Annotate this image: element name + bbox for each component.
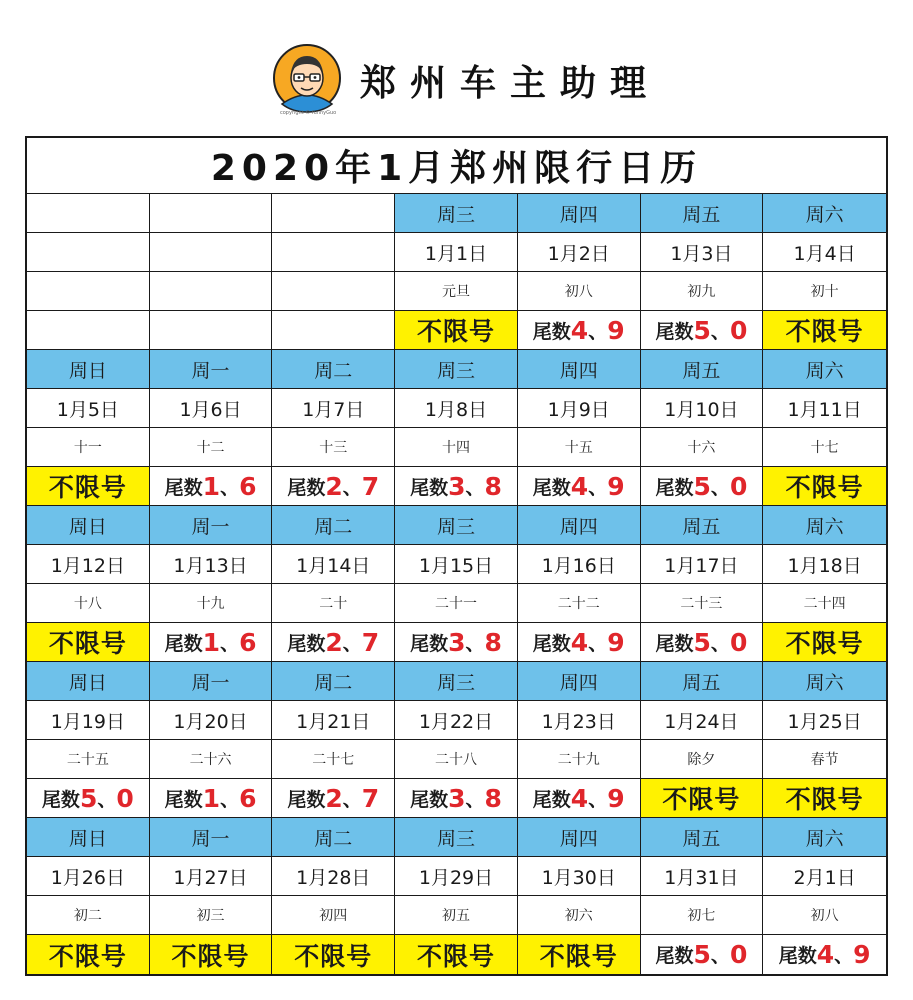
plate-digit: 9 [607, 627, 625, 657]
weekday-header-cell: 周日 [27, 350, 150, 389]
plate-digit: 9 [607, 783, 625, 813]
avatar-logo-icon [272, 42, 342, 114]
plate-digit: 9 [607, 471, 625, 501]
plate-restriction-cell [518, 623, 641, 662]
lunar-date-cell: 初四 [272, 896, 395, 935]
plate-label: 、 [834, 945, 854, 967]
empty-cell [27, 194, 150, 233]
plate-restriction-cell [518, 779, 641, 818]
plate-digit: 0 [729, 940, 748, 969]
plate-digit: 0 [729, 627, 748, 657]
no-restriction-cell: 不限号 [395, 935, 518, 974]
date-cell: 1月19日 [27, 701, 150, 740]
empty-cell [150, 311, 273, 350]
plate-digit: 8 [484, 471, 502, 501]
date-cell: 1月5日 [27, 389, 150, 428]
weekday-header-cell: 周二 [272, 662, 395, 701]
plate-label: 尾数 [164, 476, 203, 499]
plate-label: 尾数 [532, 320, 571, 343]
no-restriction-cell: 不限号 [150, 935, 273, 974]
plate-digit: 1 [202, 783, 221, 813]
lunar-date-cell: 十三 [272, 428, 395, 467]
plate-digit: 6 [239, 783, 257, 813]
plate-label: 、 [97, 788, 117, 811]
plate-digit: 1 [202, 471, 221, 501]
date-cell: 1月6日 [150, 389, 273, 428]
plate-digit: 7 [361, 627, 380, 657]
date-cell: 1月17日 [641, 545, 764, 584]
plate-label: 、 [465, 632, 485, 655]
plate-label: 尾数 [164, 632, 203, 655]
plate-digit: 4 [816, 940, 835, 969]
lunar-date-cell: 二十二 [518, 584, 641, 623]
brand-name: 郑州车主助理 [360, 63, 661, 104]
plate-label: 尾数 [287, 788, 326, 811]
plate-digit: 2 [325, 627, 343, 657]
weekday-header-cell: 周三 [395, 818, 518, 857]
plate-digit: 6 [239, 471, 257, 501]
plate-label: 、 [465, 788, 485, 811]
no-restriction-cell: 不限号 [763, 467, 886, 506]
date-cell: 1月16日 [518, 545, 641, 584]
plate-label: 、 [588, 632, 608, 655]
weekday-header-cell: 周六 [763, 818, 886, 857]
plate-restriction-cell [763, 935, 886, 974]
weekday-header-cell: 周四 [518, 194, 641, 233]
weekday-header-cell: 周三 [395, 662, 518, 701]
lunar-date-cell: 二十一 [395, 584, 518, 623]
no-restriction-cell: 不限号 [763, 623, 886, 662]
lunar-date-cell: 十六 [641, 428, 764, 467]
no-restriction-cell: 不限号 [27, 935, 150, 974]
plate-restriction-cell [395, 779, 518, 818]
no-restriction-cell: 不限号 [395, 311, 518, 350]
plate-label: 尾数 [410, 476, 449, 499]
plate-label: 尾数 [655, 476, 694, 499]
plate-digit: 9 [853, 940, 871, 969]
weekday-header-cell: 周二 [272, 350, 395, 389]
weekday-header-cell: 周五 [641, 350, 764, 389]
date-cell: 1月10日 [641, 389, 764, 428]
weekday-header-cell: 周四 [518, 350, 641, 389]
lunar-date-cell: 十一 [27, 428, 150, 467]
empty-cell [272, 272, 395, 311]
date-cell: 1月13日 [150, 545, 273, 584]
plate-restriction-cell [395, 467, 518, 506]
lunar-date-cell: 二十五 [27, 740, 150, 779]
plate-label: 尾数 [532, 632, 571, 655]
plate-label: 、 [588, 320, 608, 343]
plate-digit: 0 [116, 783, 134, 813]
lunar-date-cell: 初七 [641, 896, 764, 935]
lunar-date-cell: 二十七 [272, 740, 395, 779]
plate-digit: 0 [729, 471, 748, 501]
weekday-header-cell: 周四 [518, 506, 641, 545]
plate-digit: 6 [239, 627, 257, 657]
lunar-date-cell: 二十八 [395, 740, 518, 779]
plate-digit: 4 [570, 783, 589, 813]
plate-label: 、 [342, 632, 362, 655]
lunar-date-cell: 初二 [27, 896, 150, 935]
date-cell: 2月1日 [763, 857, 886, 896]
plate-restriction-cell [150, 779, 273, 818]
empty-cell [150, 233, 273, 272]
plate-restriction-cell [150, 623, 273, 662]
plate-label: 尾数 [778, 945, 817, 967]
lunar-date-cell: 十七 [763, 428, 886, 467]
weekday-header-cell: 周五 [641, 662, 764, 701]
empty-cell [27, 233, 150, 272]
plate-label: 尾数 [532, 788, 571, 811]
plate-label: 、 [220, 476, 240, 499]
date-cell: 1月25日 [763, 701, 886, 740]
plate-restriction-cell [272, 467, 395, 506]
plate-label: 、 [342, 476, 362, 499]
weekday-header-cell: 周二 [272, 818, 395, 857]
plate-digit: 4 [570, 315, 589, 345]
plate-digit: 7 [361, 783, 380, 813]
plate-digit: 3 [448, 471, 466, 501]
date-cell: 1月23日 [518, 701, 641, 740]
lunar-date-cell: 十四 [395, 428, 518, 467]
plate-restriction-cell [641, 623, 764, 662]
lunar-date-cell: 元旦 [395, 272, 518, 311]
plate-digit: 8 [484, 783, 502, 813]
plate-digit: 5 [693, 315, 711, 345]
plate-label: 、 [710, 945, 730, 967]
plate-label: 尾数 [410, 788, 449, 811]
weekday-header-cell: 周六 [763, 662, 886, 701]
plate-digit: 3 [448, 627, 466, 657]
calendar-title-row [27, 138, 886, 194]
no-restriction-cell: 不限号 [272, 935, 395, 974]
plate-label: 尾数 [655, 945, 694, 967]
lunar-date-cell: 二十九 [518, 740, 641, 779]
plate-label: 、 [220, 788, 240, 811]
empty-cell [272, 194, 395, 233]
plate-label: 、 [710, 476, 730, 499]
date-cell: 1月20日 [150, 701, 273, 740]
empty-cell [272, 233, 395, 272]
no-restriction-cell: 不限号 [641, 779, 764, 818]
copyright-text: copyright © funnyGuo [280, 110, 337, 116]
date-cell: 1月18日 [763, 545, 886, 584]
plate-restriction-cell [272, 623, 395, 662]
empty-cell [27, 311, 150, 350]
plate-digit: 7 [361, 471, 380, 501]
plate-digit: 2 [325, 783, 343, 813]
plate-restriction-cell [518, 467, 641, 506]
plate-digit: 2 [325, 471, 343, 501]
date-cell: 1月30日 [518, 857, 641, 896]
plate-digit: 5 [693, 471, 711, 501]
lunar-date-cell: 十八 [27, 584, 150, 623]
no-restriction-cell: 不限号 [763, 779, 886, 818]
date-cell: 1月11日 [763, 389, 886, 428]
plate-restriction-cell [272, 779, 395, 818]
weekday-header-cell: 周三 [395, 350, 518, 389]
plate-label: 、 [465, 476, 485, 499]
date-cell: 1月3日 [641, 233, 764, 272]
plate-restriction-cell [150, 467, 273, 506]
date-cell: 1月4日 [763, 233, 886, 272]
date-cell: 1月8日 [395, 389, 518, 428]
date-cell: 1月2日 [518, 233, 641, 272]
plate-label: 尾数 [287, 476, 326, 499]
plate-label: 尾数 [655, 320, 694, 343]
weekday-header-cell: 周日 [27, 506, 150, 545]
plate-restriction-cell [518, 311, 641, 350]
weekday-header-cell: 周四 [518, 662, 641, 701]
no-restriction-cell: 不限号 [763, 311, 886, 350]
date-cell: 1月21日 [272, 701, 395, 740]
weekday-header-cell: 周六 [763, 194, 886, 233]
weekday-header-cell: 周六 [763, 350, 886, 389]
weekday-header-cell: 周一 [150, 350, 273, 389]
date-cell: 1月26日 [27, 857, 150, 896]
lunar-date-cell: 初八 [518, 272, 641, 311]
plate-digit: 5 [693, 940, 711, 969]
lunar-date-cell: 初五 [395, 896, 518, 935]
plate-label: 尾数 [410, 632, 449, 655]
weekday-header-cell: 周五 [641, 506, 764, 545]
lunar-date-cell: 二十三 [641, 584, 764, 623]
plate-restriction-cell [641, 935, 764, 974]
header [0, 0, 913, 125]
plate-label: 尾数 [532, 476, 571, 499]
empty-cell [150, 194, 273, 233]
lunar-date-cell: 除夕 [641, 740, 764, 779]
weekday-header-cell: 周一 [150, 818, 273, 857]
weekday-header-cell: 周五 [641, 194, 764, 233]
weekday-header-cell: 周六 [763, 506, 886, 545]
weekday-header-cell: 周四 [518, 818, 641, 857]
calendar-title: 2020年1月郑州限行日历 [210, 148, 703, 189]
date-cell: 1月9日 [518, 389, 641, 428]
date-cell: 1月14日 [272, 545, 395, 584]
lunar-date-cell: 初十 [763, 272, 886, 311]
date-cell: 1月22日 [395, 701, 518, 740]
date-cell: 1月15日 [395, 545, 518, 584]
weekday-header-cell: 周二 [272, 506, 395, 545]
plate-label: 、 [342, 788, 362, 811]
weekday-header-cell: 周三 [395, 506, 518, 545]
date-cell: 1月29日 [395, 857, 518, 896]
plate-digit: 5 [79, 783, 98, 813]
plate-label: 尾数 [655, 632, 694, 655]
empty-cell [27, 272, 150, 311]
plate-restriction-cell [27, 779, 150, 818]
lunar-date-cell: 初三 [150, 896, 273, 935]
weekday-header-cell: 周三 [395, 194, 518, 233]
weekday-header-cell: 周日 [27, 818, 150, 857]
plate-digit: 1 [202, 627, 221, 657]
lunar-date-cell: 初六 [518, 896, 641, 935]
date-cell: 1月12日 [27, 545, 150, 584]
lunar-date-cell: 春节 [763, 740, 886, 779]
plate-label: 尾数 [164, 788, 203, 811]
lunar-date-cell: 初八 [763, 896, 886, 935]
plate-digit: 5 [693, 627, 711, 657]
plate-digit: 9 [607, 315, 625, 345]
date-cell: 1月24日 [641, 701, 764, 740]
weekday-header-cell: 周一 [150, 506, 273, 545]
plate-label: 、 [220, 632, 240, 655]
no-restriction-cell: 不限号 [27, 467, 150, 506]
plate-label: 、 [588, 788, 608, 811]
lunar-date-cell: 十五 [518, 428, 641, 467]
plate-digit: 4 [570, 627, 589, 657]
date-cell: 1月27日 [150, 857, 273, 896]
plate-label: 、 [710, 632, 730, 655]
calendar-table [25, 136, 888, 976]
plate-restriction-cell [395, 623, 518, 662]
plate-digit: 4 [570, 471, 589, 501]
date-cell: 1月1日 [395, 233, 518, 272]
date-cell: 1月7日 [272, 389, 395, 428]
lunar-date-cell: 二十四 [763, 584, 886, 623]
plate-restriction-cell [641, 311, 764, 350]
lunar-date-cell: 十二 [150, 428, 273, 467]
date-cell: 1月31日 [641, 857, 764, 896]
calendar-grid [27, 194, 886, 974]
no-restriction-cell: 不限号 [27, 623, 150, 662]
empty-cell [150, 272, 273, 311]
date-cell: 1月28日 [272, 857, 395, 896]
lunar-date-cell: 二十 [272, 584, 395, 623]
weekday-header-cell: 周五 [641, 818, 764, 857]
lunar-date-cell: 初九 [641, 272, 764, 311]
plate-restriction-cell [641, 467, 764, 506]
no-restriction-cell: 不限号 [518, 935, 641, 974]
plate-label: 、 [588, 476, 608, 499]
plate-label: 、 [710, 320, 730, 343]
plate-label: 尾数 [287, 632, 326, 655]
plate-digit: 8 [484, 627, 502, 657]
plate-label: 尾数 [41, 788, 80, 811]
weekday-header-cell: 周一 [150, 662, 273, 701]
weekday-header-cell: 周日 [27, 662, 150, 701]
plate-digit: 0 [729, 315, 748, 345]
empty-cell [272, 311, 395, 350]
lunar-date-cell: 二十六 [150, 740, 273, 779]
lunar-date-cell: 十九 [150, 584, 273, 623]
plate-digit: 3 [448, 783, 466, 813]
